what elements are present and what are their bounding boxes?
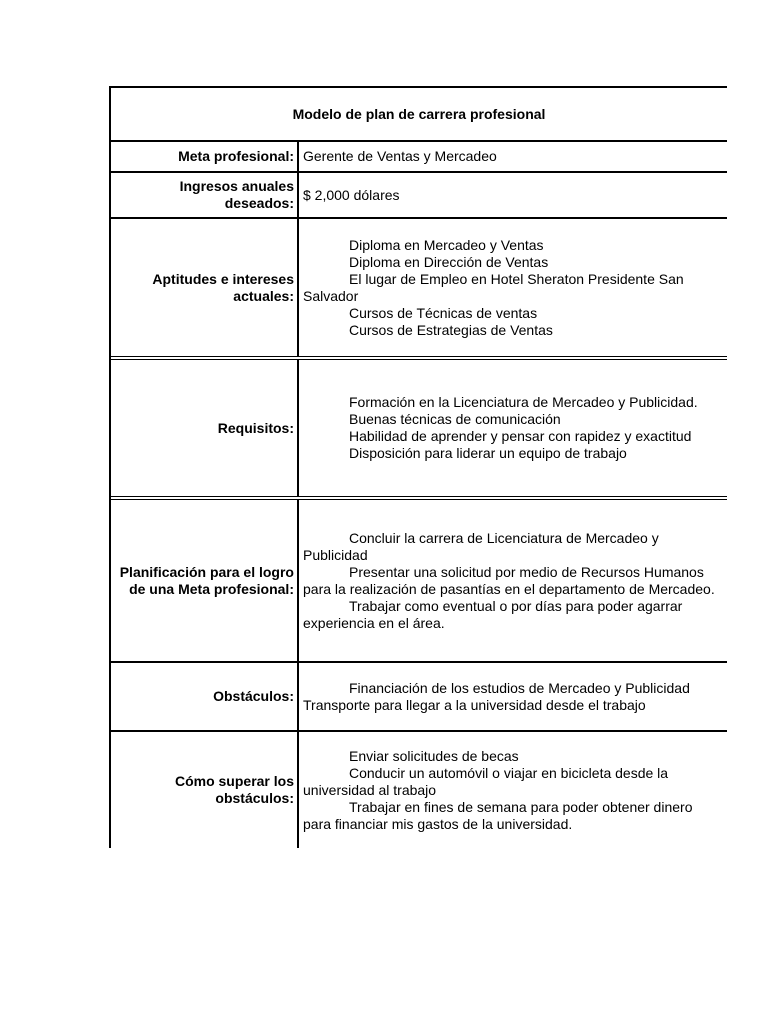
row-value [299, 173, 727, 217]
value-line: Conducir un automóvil o viajar en bicicleta desde la universidad al trabajo [303, 764, 669, 798]
row-label: Meta profesional: [111, 142, 299, 171]
value-line: Transporte para llegar a la universidad desde el trabajo [303, 696, 646, 713]
value-line: Presentar una solicitud por medio de Recursos Humanos para la realización de pasantías en el departamento de Mercadeo. [303, 563, 715, 597]
row-label: Planificación para el logro de una Meta profesional: [111, 500, 299, 661]
value-line: Enviar solicitudes de becas [349, 747, 519, 764]
value-line: Gerente de Ventas y Mercadeo [303, 148, 497, 164]
career-plan-table [109, 86, 727, 848]
row-planificacion [111, 500, 727, 663]
value-line: Trabajar como eventual o por días para poder agarrar experiencia en el área. [303, 597, 683, 631]
value-line: Diploma en Mercadeo y Ventas [349, 236, 544, 253]
value-line: Disposición para liderar un equipo de trabajo [349, 445, 627, 461]
row-value [299, 500, 727, 661]
value-line: Financiación de los estudios de Mercadeo y Publicidad [349, 679, 690, 696]
row-requisitos [111, 360, 727, 500]
value-line: El lugar de Empleo en Hotel Sheraton Presidente San Salvador [303, 270, 684, 304]
value-line: $ 2,000 dólares [303, 186, 400, 203]
value-line: Cursos de Técnicas de ventas [349, 304, 538, 321]
value-line: Formación en la Licenciatura de Mercadeo y Publicidad. [349, 394, 698, 410]
row-label: Obstáculos: [111, 663, 299, 730]
table-title: Modelo de plan de carrera profesional [111, 88, 727, 142]
row-label: Cómo superar los obstáculos: [111, 732, 299, 848]
row-label: Requisitos: [111, 360, 299, 496]
row-value [299, 663, 727, 730]
value-line: Diploma en Dirección de Ventas [349, 253, 549, 270]
row-value [299, 219, 727, 356]
row-value [299, 142, 727, 171]
value-line: Buenas técnicas de comunicación [349, 411, 561, 427]
value-line: Habilidad de aprender y pensar con rapidez y exactitud [349, 428, 692, 444]
row-label: Aptitudes e intereses actuales: [111, 219, 299, 356]
value-line: Trabajar en fines de semana para poder obtener dinero para financiar mis gastos de la universidad. [303, 798, 693, 832]
row-aptitudes [111, 219, 727, 360]
value-line: Concluir la carrera de Licenciatura de Mercadeo y Publicidad [303, 529, 659, 563]
row-value [299, 360, 727, 496]
row-label: Ingresos anuales deseados: [111, 173, 299, 217]
row-ingresos [111, 173, 727, 219]
row-obstaculos [111, 663, 727, 732]
row-meta-profesional [111, 142, 727, 173]
row-como-superar [111, 732, 727, 848]
value-line: Cursos de Estrategias de Ventas [349, 321, 553, 338]
row-value [299, 732, 727, 848]
